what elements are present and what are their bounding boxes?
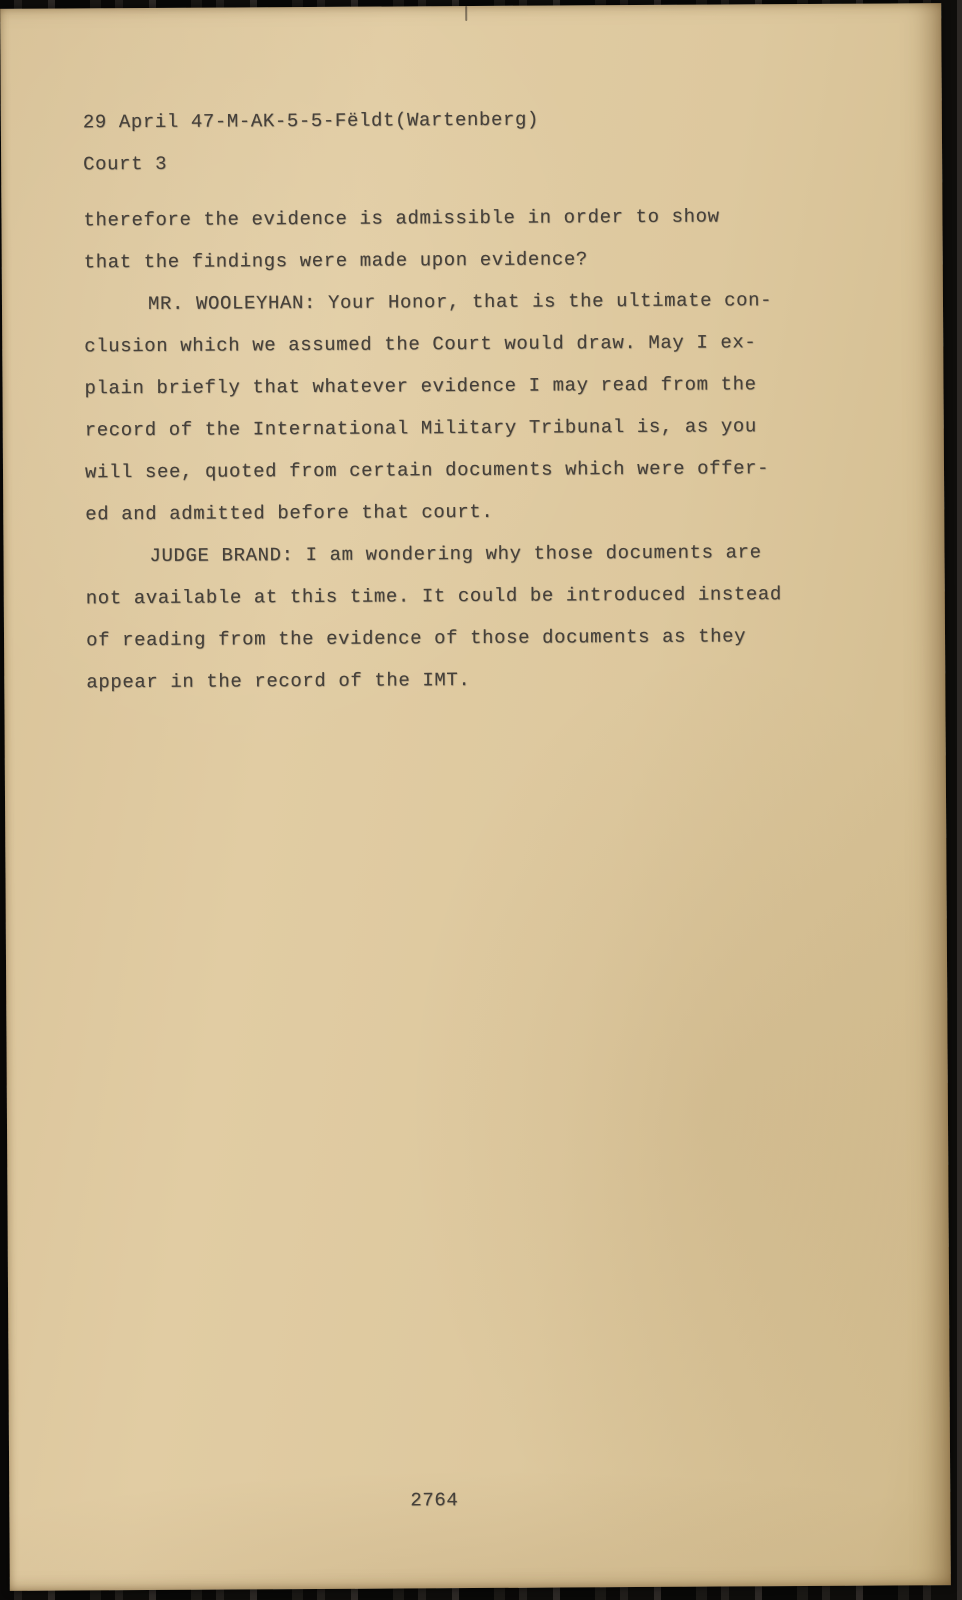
transcript-line-speaker-judge-brand: JUDGE BRAND: I am wondering why those documents are [149,541,762,567]
transcript-line: that the findings were made upon evidence? [83,248,588,274]
header-court-line: Court 3 [83,152,168,176]
transcript-body [83,194,915,703]
transcript-line: clusion which we assumed the Court would draw. May I ex- [84,331,757,358]
transcript-line: not available at this time. It could be introduced instead [85,583,782,610]
transcript-line: plain briefly that whatever evidence I may read from the [84,373,757,400]
transcript-page [0,3,951,1591]
transcript-line: will see, quoted from certain documents which were offer- [84,457,770,484]
page-header [83,96,912,185]
transcript-line: record of the International Military Tribunal is, as you [84,415,757,442]
transcript-line: therefore the evidence is admissible in order to show [83,205,720,232]
transcript-line: appear in the record of the IMT. [86,669,471,694]
header-docket-line: 29 April 47-M-AK-5-5-Fëldt(Wartenberg) [82,108,540,134]
scan-artifact-mark [465,6,467,21]
transcript-line: of reading from the evidence of those documents as they [85,625,747,652]
transcript-line-speaker-wooleyhan: MR. WOOLEYHAN: Your Honor, that is the ultimate con- [147,289,773,315]
page-number: 2764 [410,1489,459,1512]
page-content [83,96,916,703]
transcript-line: ed and admitted before that court. [85,500,494,526]
